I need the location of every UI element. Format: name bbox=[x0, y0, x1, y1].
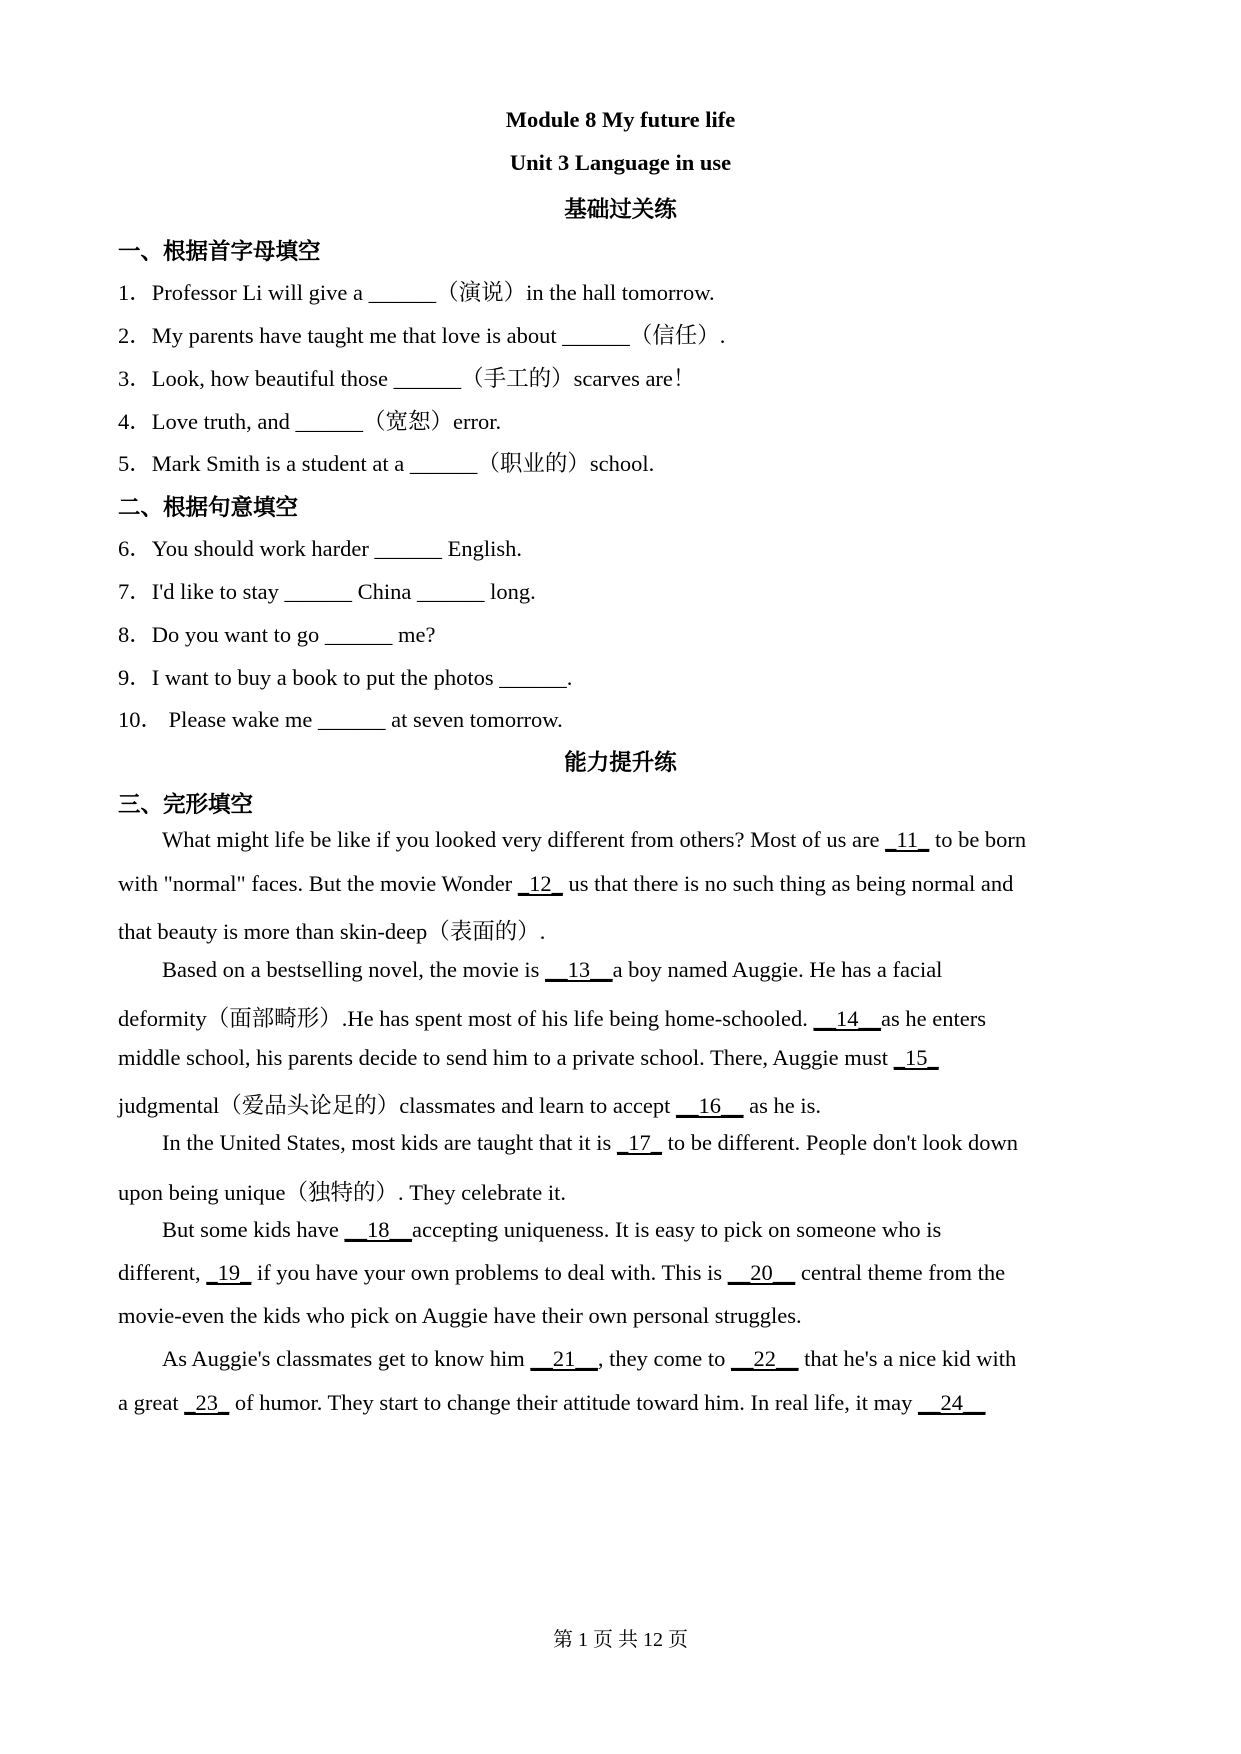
question-item bbox=[118, 361, 695, 393]
passage-text: upon being unique（独特的）. They celebrate it. bbox=[118, 1180, 567, 1205]
passage-text: to be different. People don't look down bbox=[661, 1130, 1019, 1155]
question-hint: （职业的）school. bbox=[477, 451, 655, 476]
question-text: Professor Li will give a bbox=[151, 280, 369, 305]
passage-line bbox=[118, 1390, 986, 1416]
question-text: You should work harder bbox=[151, 536, 375, 561]
passage-text: a boy named Auggie. He has a facial bbox=[612, 957, 943, 982]
question-item bbox=[118, 404, 501, 436]
passage-text: accepting uniqueness. It is easy to pick on someone who is bbox=[411, 1217, 942, 1242]
question-number: 1． bbox=[118, 280, 152, 305]
question-number: 10． bbox=[118, 707, 164, 732]
passage-text: as he is. bbox=[743, 1093, 821, 1118]
question-item bbox=[118, 531, 522, 563]
answer-blank: ______ bbox=[409, 451, 478, 476]
answer-blank: ______ bbox=[324, 622, 393, 647]
cloze-blank: __14__ bbox=[813, 1006, 882, 1031]
passage-line bbox=[118, 914, 545, 946]
unit-title: Unit 3 Language in use bbox=[509, 150, 732, 175]
question-item bbox=[118, 446, 654, 478]
answer-blank: ______ bbox=[417, 579, 485, 604]
question-text: . bbox=[566, 665, 573, 690]
cloze-blank: _11_ bbox=[885, 827, 930, 852]
cloze-blank: _17_ bbox=[616, 1130, 662, 1155]
question-text: English. bbox=[441, 536, 522, 561]
passage-text: judgmental（爱品头论足的）classmates and learn to accept bbox=[118, 1093, 676, 1118]
question-text: I'd like to stay bbox=[151, 579, 285, 604]
passage-text: with "normal" faces. But the movie Wonder bbox=[118, 871, 518, 896]
passage-text: a great bbox=[118, 1390, 185, 1415]
passage-line bbox=[162, 1346, 1016, 1372]
question-text: My parents have taught me that love is about bbox=[151, 323, 563, 348]
passage-line bbox=[162, 1217, 941, 1243]
passage-text: What might life be like if you looked very different from others? Most of us are bbox=[162, 827, 886, 852]
question-item bbox=[118, 574, 536, 606]
question-item bbox=[118, 275, 715, 307]
question-hint: （信任）. bbox=[629, 323, 726, 348]
passage-line bbox=[118, 871, 1013, 897]
passage-line bbox=[118, 1175, 566, 1207]
question-item bbox=[118, 318, 725, 350]
passage-line bbox=[162, 1130, 1018, 1156]
question-hint: （手工的）scarves are！ bbox=[461, 366, 696, 391]
passage-text: , they come to bbox=[597, 1346, 731, 1371]
question-text: at seven tomorrow. bbox=[385, 707, 563, 732]
question-item bbox=[118, 617, 436, 649]
part1-title: 基础过关练 bbox=[564, 197, 677, 222]
question-text: me? bbox=[392, 622, 436, 647]
question-number: 9． bbox=[118, 665, 152, 690]
passage-line bbox=[118, 1001, 986, 1033]
cloze-blank: __21__ bbox=[530, 1346, 598, 1371]
passage-text: movie-even the kids who pick on Auggie have their own personal struggles. bbox=[118, 1303, 802, 1328]
answer-blank: ______ bbox=[284, 579, 353, 604]
question-hint: （演说）in the hall tomorrow. bbox=[436, 280, 715, 305]
question-text: long. bbox=[484, 579, 536, 604]
cloze-blank: __13__ bbox=[545, 957, 613, 982]
question-text: Love truth, and bbox=[151, 409, 296, 434]
page-footer: 第 1 页 共 12 页 bbox=[553, 1629, 688, 1651]
passage-text: that he's a nice kid with bbox=[798, 1346, 1017, 1371]
section1-heading: 一、根据首字母填空 bbox=[118, 239, 321, 264]
question-number: 3． bbox=[118, 366, 152, 391]
passage-text: to be born bbox=[929, 827, 1027, 852]
question-number: 2． bbox=[118, 323, 152, 348]
cloze-blank: __24__ bbox=[918, 1390, 986, 1415]
answer-blank: ______ bbox=[317, 707, 386, 732]
passage-text: middle school, his parents decide to send him to a private school. There, Auggie must bbox=[118, 1045, 894, 1070]
passage-text: us that there is no such thing as being normal and bbox=[562, 871, 1014, 896]
passage-text: different, bbox=[118, 1260, 207, 1285]
cloze-blank: __20__ bbox=[727, 1260, 796, 1285]
section2-heading: 二、根据句意填空 bbox=[118, 495, 299, 520]
cloze-blank: __18__ bbox=[344, 1217, 412, 1242]
question-number: 5． bbox=[118, 451, 152, 476]
section3-heading: 三、完形填空 bbox=[118, 792, 254, 817]
passage-line bbox=[118, 1088, 821, 1120]
cloze-blank: __16__ bbox=[675, 1093, 744, 1118]
question-text: Please wake me bbox=[163, 707, 318, 732]
question-text: China bbox=[352, 579, 418, 604]
passage-text: In the United States, most kids are taught that it is bbox=[162, 1130, 617, 1155]
question-text: Do you want to go bbox=[151, 622, 325, 647]
passage-line bbox=[162, 827, 1026, 853]
cloze-blank: _15_ bbox=[893, 1045, 939, 1070]
answer-blank: ______ bbox=[368, 280, 437, 305]
passage-text: As Auggie's classmates get to know him bbox=[162, 1346, 531, 1371]
passage-text: as he enters bbox=[881, 1006, 986, 1031]
question-number: 7． bbox=[118, 579, 152, 604]
passage-line bbox=[162, 957, 942, 983]
question-item bbox=[118, 702, 563, 734]
question-text: I want to buy a book to put the photos bbox=[151, 665, 500, 690]
answer-blank: ______ bbox=[393, 366, 462, 391]
answer-blank: ______ bbox=[374, 536, 442, 561]
passage-text: But some kids have bbox=[162, 1217, 345, 1242]
question-number: 8． bbox=[118, 622, 152, 647]
passage-text: Based on a bestselling novel, the movie is bbox=[162, 957, 546, 982]
cloze-blank: _23_ bbox=[184, 1390, 230, 1415]
passage-text: deformity（面部畸形）.He has spent most of his life being home-schooled. bbox=[118, 1006, 814, 1031]
question-number: 6． bbox=[118, 536, 152, 561]
passage-text: if you have your own problems to deal with. This is bbox=[251, 1260, 728, 1285]
cloze-blank: _19_ bbox=[206, 1260, 252, 1285]
passage-line bbox=[118, 1260, 1005, 1286]
answer-blank: ______ bbox=[295, 409, 363, 434]
question-hint: （宽恕）error. bbox=[362, 409, 502, 434]
question-number: 4． bbox=[118, 409, 152, 434]
passage-text: that beauty is more than skin-deep（表面的）. bbox=[118, 919, 546, 944]
module-title: Module 8 My future life bbox=[505, 107, 736, 132]
passage-text: of humor. They start to change their attitude toward him. In real life, it may bbox=[229, 1390, 918, 1415]
cloze-blank: _12_ bbox=[517, 871, 563, 896]
answer-blank: ______ bbox=[562, 323, 630, 348]
passage-line bbox=[118, 1303, 802, 1329]
cloze-blank: __22__ bbox=[731, 1346, 799, 1371]
answer-blank: ______ bbox=[499, 665, 567, 690]
passage-line bbox=[118, 1045, 939, 1071]
question-text: Mark Smith is a student at a bbox=[151, 451, 410, 476]
part2-title: 能力提升练 bbox=[564, 750, 677, 775]
passage-text: central theme from the bbox=[795, 1260, 1006, 1285]
question-item bbox=[118, 660, 572, 692]
question-text: Look, how beautiful those bbox=[151, 366, 394, 391]
